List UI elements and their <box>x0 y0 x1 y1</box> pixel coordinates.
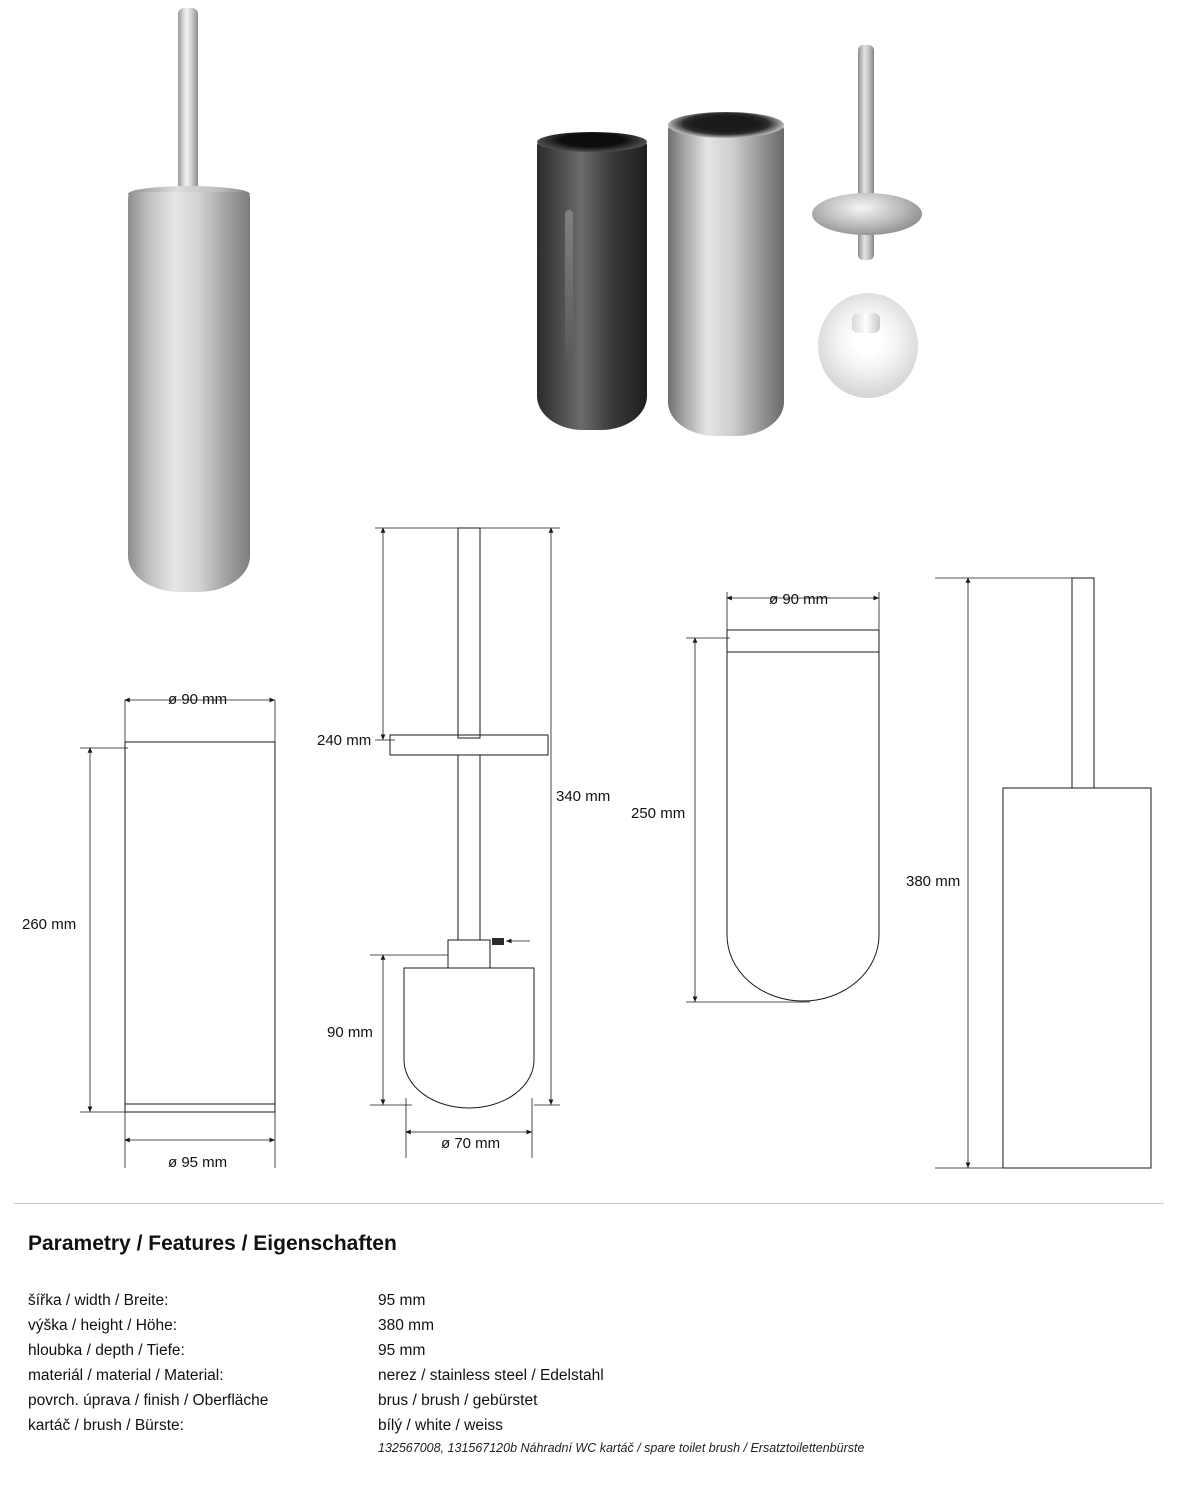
spec-label: šířka / width / Breite: <box>28 1292 169 1309</box>
spec-row <box>28 1363 1138 1388</box>
spec-row <box>28 1388 1138 1413</box>
section-divider <box>14 1203 1164 1204</box>
spec-value: 95 mm <box>378 1342 426 1359</box>
spec-value: nerez / stainless steel / Edelstahl <box>378 1367 604 1384</box>
spec-label: materiál / material / Material: <box>28 1367 224 1384</box>
spec-row <box>28 1413 1138 1438</box>
drawing-holder-front <box>80 700 275 1168</box>
spec-row <box>28 1288 1138 1313</box>
dim-holder-diameter-base: ø 95 mm <box>168 1154 228 1171</box>
dim-holder-height: 260 mm <box>22 916 77 933</box>
drawing-liner-section <box>686 592 879 1002</box>
spec-value: 95 mm <box>378 1292 426 1309</box>
dim-liner-diameter: ø 90 mm <box>769 591 829 608</box>
dim-assembly-total-height: 380 mm <box>906 873 961 890</box>
dim-brush-diameter: ø 70 mm <box>441 1135 501 1152</box>
dim-brush-head-height: 90 mm <box>327 1024 373 1041</box>
dim-brush-total-height: 340 mm <box>556 788 611 805</box>
spec-label: hloubka / depth / Tiefe: <box>28 1342 185 1359</box>
spec-table <box>28 1288 1138 1457</box>
dim-liner-height: 250 mm <box>631 805 686 822</box>
drawing-brush-section <box>370 528 560 1158</box>
spec-value: bílý / white / weiss <box>378 1417 503 1434</box>
spec-label: povrch. úprava / finish / Oberfläche <box>28 1392 269 1409</box>
spec-row <box>28 1313 1138 1338</box>
page-title: Parametry / Features / Eigenschaften <box>28 1232 397 1255</box>
dim-holder-diameter-top: ø 90 mm <box>168 691 228 708</box>
spec-value: 380 mm <box>378 1317 434 1334</box>
spare-part-note: 132567008, 131567120b Náhradní WC kartáč / spare toilet brush / Ersatztoilettenbürste <box>378 1441 865 1455</box>
drawing-assembly-height <box>935 578 1151 1168</box>
dim-brush-handle-length: 240 mm <box>317 732 372 749</box>
spec-value: brus / brush / gebürstet <box>378 1392 538 1409</box>
spec-label: výška / height / Höhe: <box>28 1317 178 1334</box>
spec-row <box>28 1338 1138 1363</box>
spec-label: kartáč / brush / Bürste: <box>28 1417 184 1434</box>
